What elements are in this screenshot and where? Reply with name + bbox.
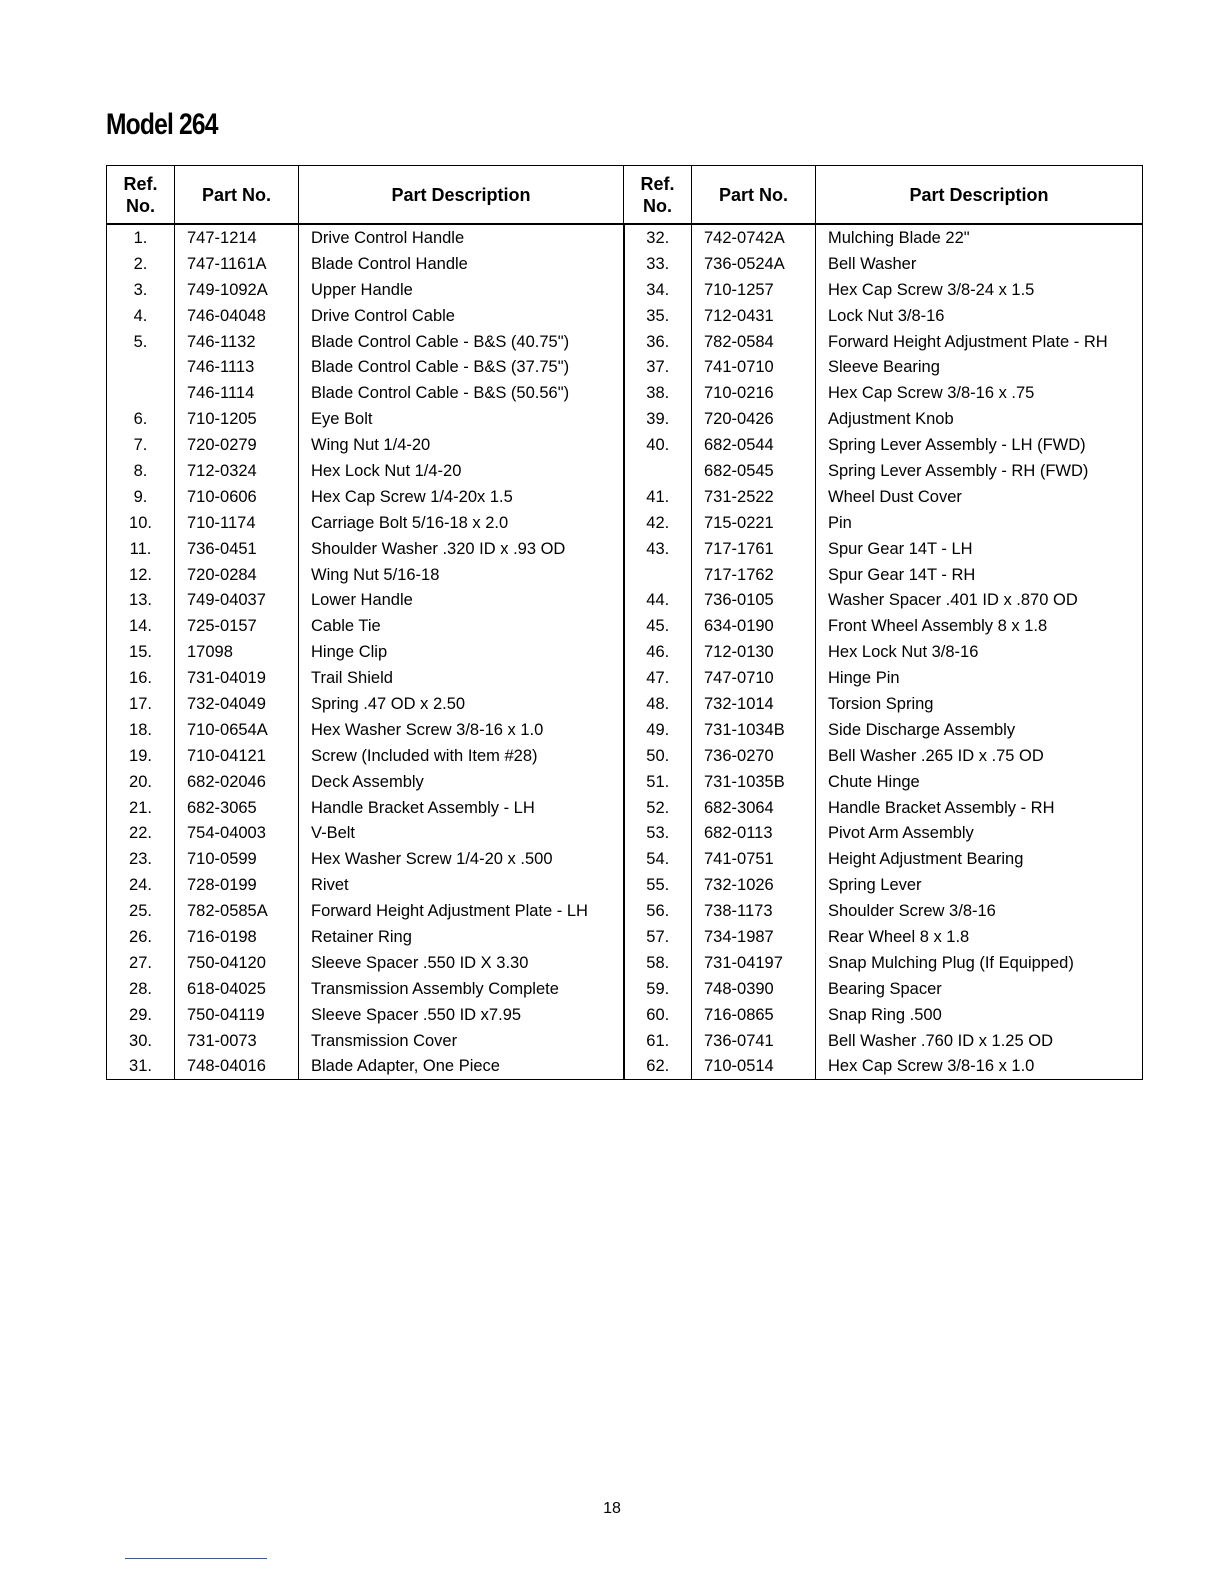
- page-number: 18: [603, 1500, 621, 1517]
- ref-no-cell: 27.: [107, 950, 175, 976]
- part-description-cell: Blade Control Cable - B&S (50.56"): [299, 380, 624, 406]
- part-description-cell: Sleeve Spacer .550 ID x7.95: [299, 1002, 624, 1028]
- ref-no-cell: 34.: [624, 277, 692, 303]
- column-header-part-no: Part No.: [175, 166, 299, 225]
- part-no-cell: 731-2522: [692, 484, 816, 510]
- part-description-cell: Hex Cap Screw 3/8-24 x 1.5: [816, 277, 1143, 303]
- part-no-cell: 732-1026: [692, 872, 816, 898]
- part-no-cell: 731-04197: [692, 950, 816, 976]
- table-row: [107, 613, 1143, 639]
- ref-no-cell: 28.: [107, 976, 175, 1002]
- ref-no-cell: 55.: [624, 872, 692, 898]
- part-no-cell: 736-0524A: [692, 251, 816, 277]
- ref-no-cell: 11.: [107, 536, 175, 562]
- part-description-cell: Hex Cap Screw 3/8-16 x .75: [816, 380, 1143, 406]
- part-description-cell: Hex Washer Screw 1/4-20 x .500: [299, 846, 624, 872]
- table-row: [107, 820, 1143, 846]
- table-row: [107, 303, 1143, 329]
- ref-no-cell: 16.: [107, 665, 175, 691]
- part-no-cell: 712-0130: [692, 639, 816, 665]
- ref-no-cell: 14.: [107, 613, 175, 639]
- table-row: [107, 224, 1143, 251]
- part-no-cell: 634-0190: [692, 613, 816, 639]
- part-no-cell: 750-04119: [175, 1002, 299, 1028]
- ref-no-cell: 2.: [107, 251, 175, 277]
- part-description-cell: Hinge Pin: [816, 665, 1143, 691]
- part-description-cell: Snap Mulching Plug (If Equipped): [816, 950, 1143, 976]
- ref-no-cell: 29.: [107, 1002, 175, 1028]
- part-description-cell: Wheel Dust Cover: [816, 484, 1143, 510]
- ref-no-cell: 48.: [624, 691, 692, 717]
- part-no-cell: 725-0157: [175, 613, 299, 639]
- ref-no-cell: 40.: [624, 432, 692, 458]
- table-row: [107, 950, 1143, 976]
- part-no-cell: 747-1214: [175, 224, 299, 251]
- footer-rule: [125, 1558, 267, 1559]
- part-no-cell: 746-04048: [175, 303, 299, 329]
- part-description-cell: Bell Washer .265 ID x .75 OD: [816, 743, 1143, 769]
- part-no-cell: 682-0544: [692, 432, 816, 458]
- part-no-cell: 750-04120: [175, 950, 299, 976]
- table-row: [107, 484, 1143, 510]
- part-description-cell: Hex Washer Screw 3/8-16 x 1.0: [299, 717, 624, 743]
- ref-no-cell: 59.: [624, 976, 692, 1002]
- part-description-cell: Hex Cap Screw 1/4-20x 1.5: [299, 484, 624, 510]
- part-description-cell: Hinge Clip: [299, 639, 624, 665]
- part-no-cell: 720-0279: [175, 432, 299, 458]
- part-no-cell: 736-0270: [692, 743, 816, 769]
- ref-no-cell: 10.: [107, 510, 175, 536]
- ref-no-cell: 37.: [624, 354, 692, 380]
- ref-no-cell: [107, 380, 175, 406]
- part-description-cell: Spur Gear 14T - LH: [816, 536, 1143, 562]
- ref-no-cell: 22.: [107, 820, 175, 846]
- part-no-cell: 747-1161A: [175, 251, 299, 277]
- ref-no-cell: 45.: [624, 613, 692, 639]
- part-no-cell: 746-1132: [175, 329, 299, 355]
- part-description-cell: Eye Bolt: [299, 406, 624, 432]
- part-no-cell: 731-04019: [175, 665, 299, 691]
- part-description-cell: Mulching Blade 22": [816, 224, 1143, 251]
- part-no-cell: 736-0741: [692, 1028, 816, 1054]
- ref-no-cell: 5.: [107, 329, 175, 355]
- ref-no-cell: 15.: [107, 639, 175, 665]
- column-header-part-no: Part No.: [692, 166, 816, 225]
- part-no-cell: 712-0324: [175, 458, 299, 484]
- part-no-cell: 682-3065: [175, 795, 299, 821]
- part-no-cell: 682-02046: [175, 769, 299, 795]
- part-description-cell: Chute Hinge: [816, 769, 1143, 795]
- ref-no-cell: 42.: [624, 510, 692, 536]
- part-description-cell: Forward Height Adjustment Plate - RH: [816, 329, 1143, 355]
- part-description-cell: Blade Control Cable - B&S (37.75"): [299, 354, 624, 380]
- table-row: [107, 251, 1143, 277]
- ref-no-cell: 38.: [624, 380, 692, 406]
- part-no-cell: 720-0284: [175, 562, 299, 588]
- part-description-cell: Shoulder Screw 3/8-16: [816, 898, 1143, 924]
- part-description-cell: Spring .47 OD x 2.50: [299, 691, 624, 717]
- ref-no-cell: 52.: [624, 795, 692, 821]
- column-header-ref: Ref. No.: [624, 166, 692, 225]
- table-row: [107, 924, 1143, 950]
- part-no-cell: 710-0606: [175, 484, 299, 510]
- part-no-cell: 747-0710: [692, 665, 816, 691]
- part-no-cell: 782-0584: [692, 329, 816, 355]
- part-description-cell: Upper Handle: [299, 277, 624, 303]
- ref-no-cell: 26.: [107, 924, 175, 950]
- part-description-cell: Bearing Spacer: [816, 976, 1143, 1002]
- table-row: [107, 976, 1143, 1002]
- ref-no-cell: 6.: [107, 406, 175, 432]
- part-description-cell: Blade Control Cable - B&S (40.75"): [299, 329, 624, 355]
- ref-no-cell: [107, 354, 175, 380]
- ref-no-cell: 51.: [624, 769, 692, 795]
- part-description-cell: Deck Assembly: [299, 769, 624, 795]
- table-row: [107, 769, 1143, 795]
- table-row: [107, 510, 1143, 536]
- table-row: [107, 536, 1143, 562]
- part-description-cell: V-Belt: [299, 820, 624, 846]
- table-row: [107, 562, 1143, 588]
- part-description-cell: Wing Nut 5/16-18: [299, 562, 624, 588]
- part-no-cell: 732-1014: [692, 691, 816, 717]
- part-description-cell: Pin: [816, 510, 1143, 536]
- table-row: [107, 743, 1143, 769]
- part-no-cell: 748-0390: [692, 976, 816, 1002]
- part-no-cell: 734-1987: [692, 924, 816, 950]
- part-no-cell: 710-0216: [692, 380, 816, 406]
- table-row: [107, 795, 1143, 821]
- table-row: [107, 691, 1143, 717]
- part-description-cell: Rivet: [299, 872, 624, 898]
- part-no-cell: 748-04016: [175, 1054, 299, 1080]
- part-no-cell: 682-0113: [692, 820, 816, 846]
- ref-no-cell: 53.: [624, 820, 692, 846]
- part-no-cell: 741-0751: [692, 846, 816, 872]
- part-description-cell: Hex Lock Nut 3/8-16: [816, 639, 1143, 665]
- part-description-cell: Forward Height Adjustment Plate - LH: [299, 898, 624, 924]
- ref-no-cell: 62.: [624, 1054, 692, 1080]
- part-description-cell: Carriage Bolt 5/16-18 x 2.0: [299, 510, 624, 536]
- ref-no-cell: 58.: [624, 950, 692, 976]
- part-description-cell: Wing Nut 1/4-20: [299, 432, 624, 458]
- part-description-cell: Lock Nut 3/8-16: [816, 303, 1143, 329]
- part-description-cell: Snap Ring .500: [816, 1002, 1143, 1028]
- part-description-cell: Bell Washer .760 ID x 1.25 OD: [816, 1028, 1143, 1054]
- part-description-cell: Height Adjustment Bearing: [816, 846, 1143, 872]
- ref-no-cell: 12.: [107, 562, 175, 588]
- part-description-cell: Spring Lever Assembly - RH (FWD): [816, 458, 1143, 484]
- part-no-cell: 728-0199: [175, 872, 299, 898]
- table-row: [107, 1002, 1143, 1028]
- part-description-cell: Drive Control Handle: [299, 224, 624, 251]
- ref-no-cell: 21.: [107, 795, 175, 821]
- table-row: [107, 665, 1143, 691]
- part-description-cell: Rear Wheel 8 x 1.8: [816, 924, 1143, 950]
- parts-table: [106, 165, 1143, 1080]
- part-no-cell: 682-3064: [692, 795, 816, 821]
- part-description-cell: Cable Tie: [299, 613, 624, 639]
- part-description-cell: Transmission Cover: [299, 1028, 624, 1054]
- part-no-cell: 749-04037: [175, 587, 299, 613]
- part-description-cell: Pivot Arm Assembly: [816, 820, 1143, 846]
- ref-no-cell: 18.: [107, 717, 175, 743]
- part-description-cell: Adjustment Knob: [816, 406, 1143, 432]
- part-no-cell: 732-04049: [175, 691, 299, 717]
- ref-no-cell: 8.: [107, 458, 175, 484]
- column-header-description: Part Description: [816, 166, 1143, 225]
- table-row: [107, 587, 1143, 613]
- part-no-cell: 710-0514: [692, 1054, 816, 1080]
- part-no-cell: 749-1092A: [175, 277, 299, 303]
- ref-no-cell: 13.: [107, 587, 175, 613]
- ref-no-cell: [624, 562, 692, 588]
- part-description-cell: Hex Lock Nut 1/4-20: [299, 458, 624, 484]
- ref-no-cell: 35.: [624, 303, 692, 329]
- table-row: [107, 432, 1143, 458]
- part-no-cell: 710-0599: [175, 846, 299, 872]
- ref-no-cell: 4.: [107, 303, 175, 329]
- part-no-cell: 731-0073: [175, 1028, 299, 1054]
- part-description-cell: Bell Washer: [816, 251, 1143, 277]
- ref-no-cell: 1.: [107, 224, 175, 251]
- table-row: [107, 717, 1143, 743]
- table-row: [107, 898, 1143, 924]
- ref-no-cell: 47.: [624, 665, 692, 691]
- part-no-cell: 731-1035B: [692, 769, 816, 795]
- ref-no-cell: 36.: [624, 329, 692, 355]
- part-no-cell: 736-0451: [175, 536, 299, 562]
- ref-no-cell: 56.: [624, 898, 692, 924]
- ref-no-cell: 17.: [107, 691, 175, 717]
- ref-no-cell: 23.: [107, 846, 175, 872]
- ref-no-cell: 30.: [107, 1028, 175, 1054]
- part-description-cell: Washer Spacer .401 ID x .870 OD: [816, 587, 1143, 613]
- ref-no-cell: 31.: [107, 1054, 175, 1080]
- part-no-cell: 720-0426: [692, 406, 816, 432]
- part-no-cell: 741-0710: [692, 354, 816, 380]
- ref-no-cell: 9.: [107, 484, 175, 510]
- table-row: [107, 354, 1143, 380]
- parts-table-body: [107, 224, 1143, 1080]
- part-no-cell: 746-1114: [175, 380, 299, 406]
- part-no-cell: 710-1174: [175, 510, 299, 536]
- table-row: [107, 1054, 1143, 1080]
- part-description-cell: Drive Control Cable: [299, 303, 624, 329]
- ref-no-cell: 32.: [624, 224, 692, 251]
- part-no-cell: 715-0221: [692, 510, 816, 536]
- part-description-cell: Hex Cap Screw 3/8-16 x 1.0: [816, 1054, 1143, 1080]
- column-header-ref: Ref. No.: [107, 166, 175, 225]
- part-no-cell: 682-0545: [692, 458, 816, 484]
- part-no-cell: 716-0865: [692, 1002, 816, 1028]
- part-description-cell: Blade Adapter, One Piece: [299, 1054, 624, 1080]
- ref-no-cell: 50.: [624, 743, 692, 769]
- page-title: Model 264: [106, 108, 218, 141]
- part-no-cell: 618-04025: [175, 976, 299, 1002]
- ref-no-cell: 46.: [624, 639, 692, 665]
- table-row: [107, 277, 1143, 303]
- part-description-cell: Side Discharge Assembly: [816, 717, 1143, 743]
- part-no-cell: 17098: [175, 639, 299, 665]
- part-no-cell: 731-1034B: [692, 717, 816, 743]
- part-description-cell: Spring Lever Assembly - LH (FWD): [816, 432, 1143, 458]
- ref-no-cell: 19.: [107, 743, 175, 769]
- part-no-cell: 710-1205: [175, 406, 299, 432]
- table-row: [107, 872, 1143, 898]
- part-description-cell: Sleeve Bearing: [816, 354, 1143, 380]
- ref-no-cell: 20.: [107, 769, 175, 795]
- part-description-cell: Torsion Spring: [816, 691, 1143, 717]
- part-no-cell: 736-0105: [692, 587, 816, 613]
- table-row: [107, 639, 1143, 665]
- part-description-cell: Sleeve Spacer .550 ID X 3.30: [299, 950, 624, 976]
- table-row: [107, 406, 1143, 432]
- ref-no-cell: 41.: [624, 484, 692, 510]
- part-description-cell: Screw (Included with Item #28): [299, 743, 624, 769]
- part-no-cell: 710-04121: [175, 743, 299, 769]
- part-description-cell: Front Wheel Assembly 8 x 1.8: [816, 613, 1143, 639]
- part-description-cell: Retainer Ring: [299, 924, 624, 950]
- ref-no-cell: 44.: [624, 587, 692, 613]
- ref-no-cell: 57.: [624, 924, 692, 950]
- part-no-cell: 712-0431: [692, 303, 816, 329]
- ref-no-cell: 25.: [107, 898, 175, 924]
- part-description-cell: Lower Handle: [299, 587, 624, 613]
- part-description-cell: Handle Bracket Assembly - LH: [299, 795, 624, 821]
- part-description-cell: Trail Shield: [299, 665, 624, 691]
- part-no-cell: 717-1762: [692, 562, 816, 588]
- ref-no-cell: 54.: [624, 846, 692, 872]
- table-row: [107, 846, 1143, 872]
- ref-no-cell: 49.: [624, 717, 692, 743]
- part-no-cell: 717-1761: [692, 536, 816, 562]
- part-description-cell: Blade Control Handle: [299, 251, 624, 277]
- part-no-cell: 746-1113: [175, 354, 299, 380]
- part-description-cell: Spring Lever: [816, 872, 1143, 898]
- ref-no-cell: [624, 458, 692, 484]
- ref-no-cell: 43.: [624, 536, 692, 562]
- table-row: [107, 458, 1143, 484]
- table-row: [107, 329, 1143, 355]
- column-header-description: Part Description: [299, 166, 624, 225]
- part-no-cell: 716-0198: [175, 924, 299, 950]
- part-description-cell: Transmission Assembly Complete: [299, 976, 624, 1002]
- table-header-row: [107, 166, 1143, 225]
- part-no-cell: 742-0742A: [692, 224, 816, 251]
- ref-no-cell: 3.: [107, 277, 175, 303]
- ref-no-cell: 7.: [107, 432, 175, 458]
- ref-no-cell: 61.: [624, 1028, 692, 1054]
- part-no-cell: 754-04003: [175, 820, 299, 846]
- part-no-cell: 782-0585A: [175, 898, 299, 924]
- part-no-cell: 710-1257: [692, 277, 816, 303]
- table-row: [107, 1028, 1143, 1054]
- part-description-cell: Handle Bracket Assembly - RH: [816, 795, 1143, 821]
- ref-no-cell: 39.: [624, 406, 692, 432]
- ref-no-cell: 24.: [107, 872, 175, 898]
- table-row: [107, 380, 1143, 406]
- part-description-cell: Spur Gear 14T - RH: [816, 562, 1143, 588]
- ref-no-cell: 33.: [624, 251, 692, 277]
- ref-no-cell: 60.: [624, 1002, 692, 1028]
- part-description-cell: Shoulder Washer .320 ID x .93 OD: [299, 536, 624, 562]
- part-no-cell: 710-0654A: [175, 717, 299, 743]
- part-no-cell: 738-1173: [692, 898, 816, 924]
